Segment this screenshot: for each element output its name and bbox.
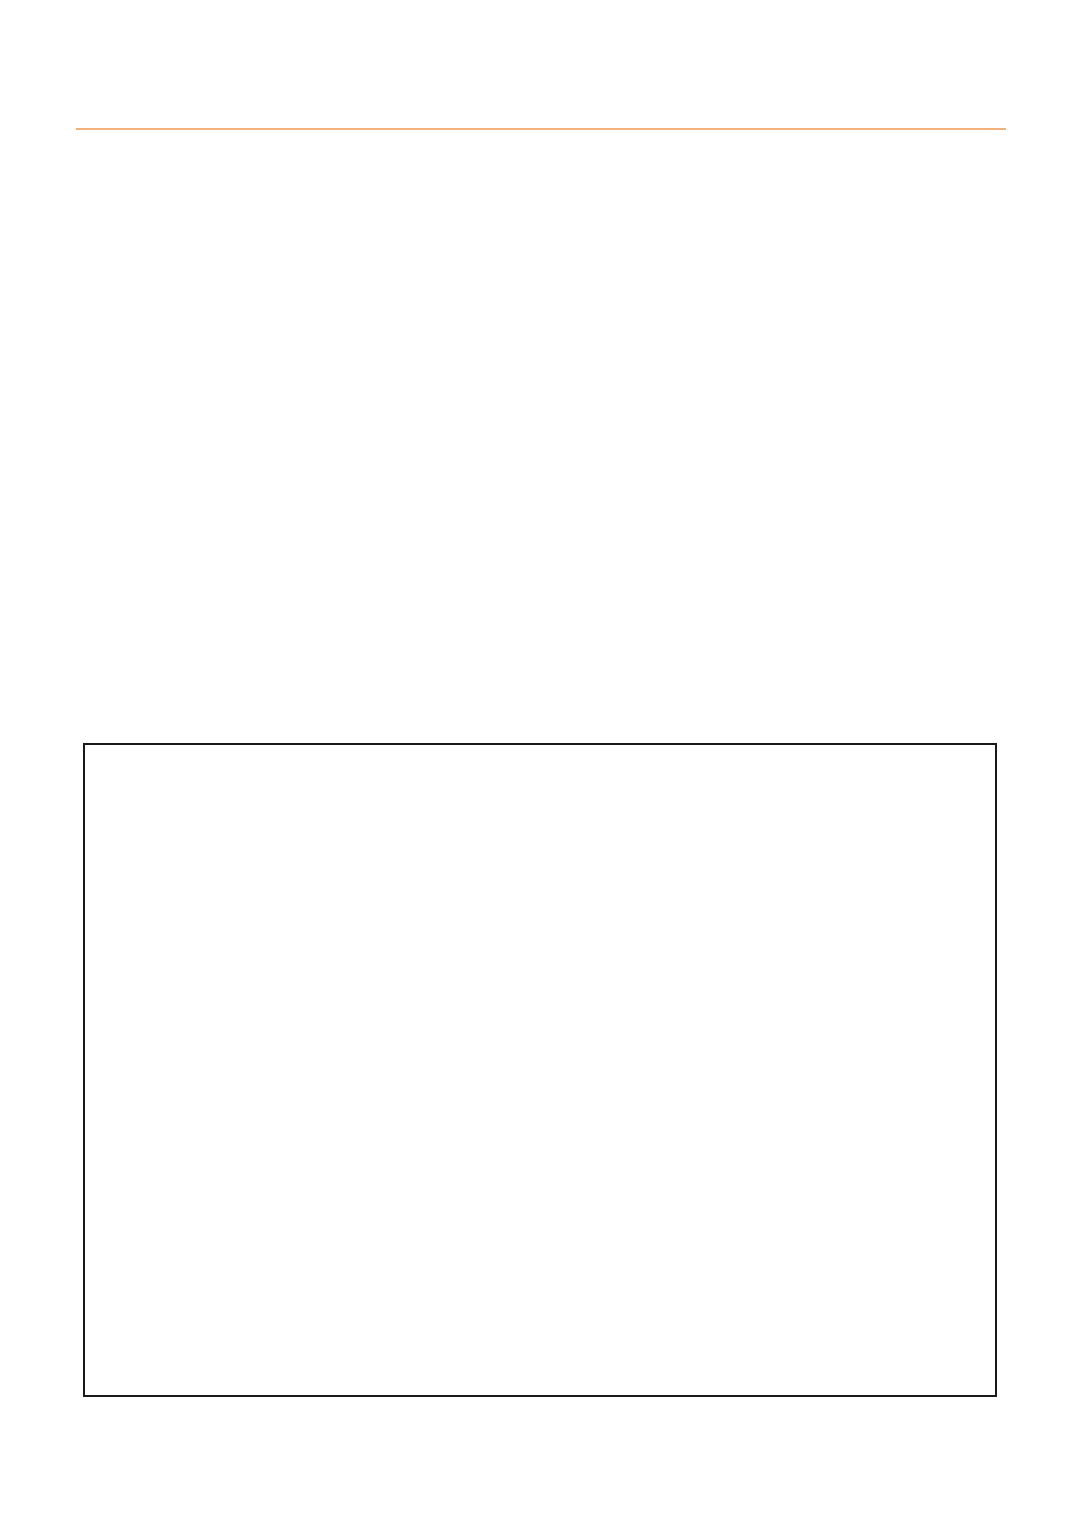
pinyin-table bbox=[83, 743, 997, 1397]
correction-table bbox=[76, 128, 1006, 130]
